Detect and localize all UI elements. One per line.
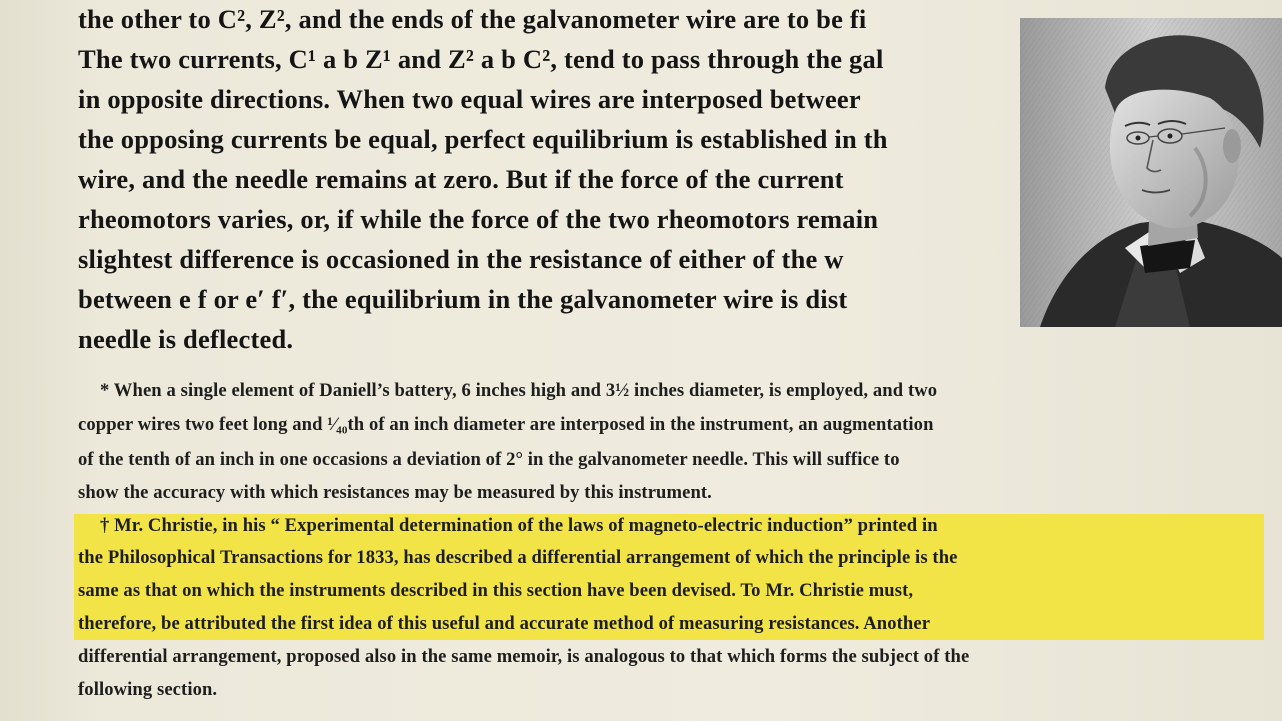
footnote-line: therefore, be attributed the first idea of this useful and accurate method of measuring resistances. Another bbox=[78, 613, 931, 634]
main-text-line: the opposing currents be equal, perfect equilibrium is established in th bbox=[78, 124, 888, 154]
main-text-line: needle is deflected. bbox=[78, 324, 294, 354]
footnote-line: following section. bbox=[78, 679, 218, 700]
footnote-line: copper wires two feet long and ¹⁄₄₀th of an inch diameter are interposed in the instrument, an augmentation bbox=[78, 414, 934, 435]
main-text-line: rheomotors varies, or, if while the force of the two rheomotors remain bbox=[78, 204, 879, 234]
footnote-line: differential arrangement, proposed also in the same memoir, is analogous to that which forms the subject of the bbox=[78, 646, 970, 667]
footnote-line: same as that on which the instruments described in this section have been devised. To Mr. Christie must, bbox=[78, 580, 914, 601]
main-text-line: in opposite directions. When two equal wires are interposed betweer bbox=[78, 84, 861, 114]
footnote-line: of the tenth of an inch in one occasions a deviation of 2° in the galvanometer needle. This will suffice to bbox=[78, 449, 900, 470]
footnote-line: * When a single element of Daniell’s battery, 6 inches high and 3½ inches diameter, is employed, and two bbox=[100, 380, 938, 401]
portrait-image bbox=[1020, 18, 1282, 327]
footnote-line: the Philosophical Transactions for 1833, has described a differential arrangement of which the principle is the bbox=[78, 547, 958, 568]
main-text-line: the other to C², Z², and the ends of the galvanometer wire are to be fi bbox=[78, 4, 867, 34]
footnote-line: show the accuracy with which resistances may be measured by this instrument. bbox=[78, 482, 712, 503]
main-text-line: between e f or e′ f′, the equilibrium in the galvanometer wire is dist bbox=[78, 284, 848, 314]
main-text-line: slightest difference is occasioned in the resistance of either of the w bbox=[78, 244, 844, 274]
main-text-line: wire, and the needle remains at zero. But if the force of the current bbox=[78, 164, 844, 194]
footnote-line: † Mr. Christie, in his “ Experimental determination of the laws of magneto-electric induction” printed in bbox=[100, 515, 938, 536]
main-text-line: The two currents, C¹ a b Z¹ and Z² a b C², tend to pass through the gal bbox=[78, 44, 884, 74]
engraved-portrait-icon bbox=[1020, 18, 1282, 327]
